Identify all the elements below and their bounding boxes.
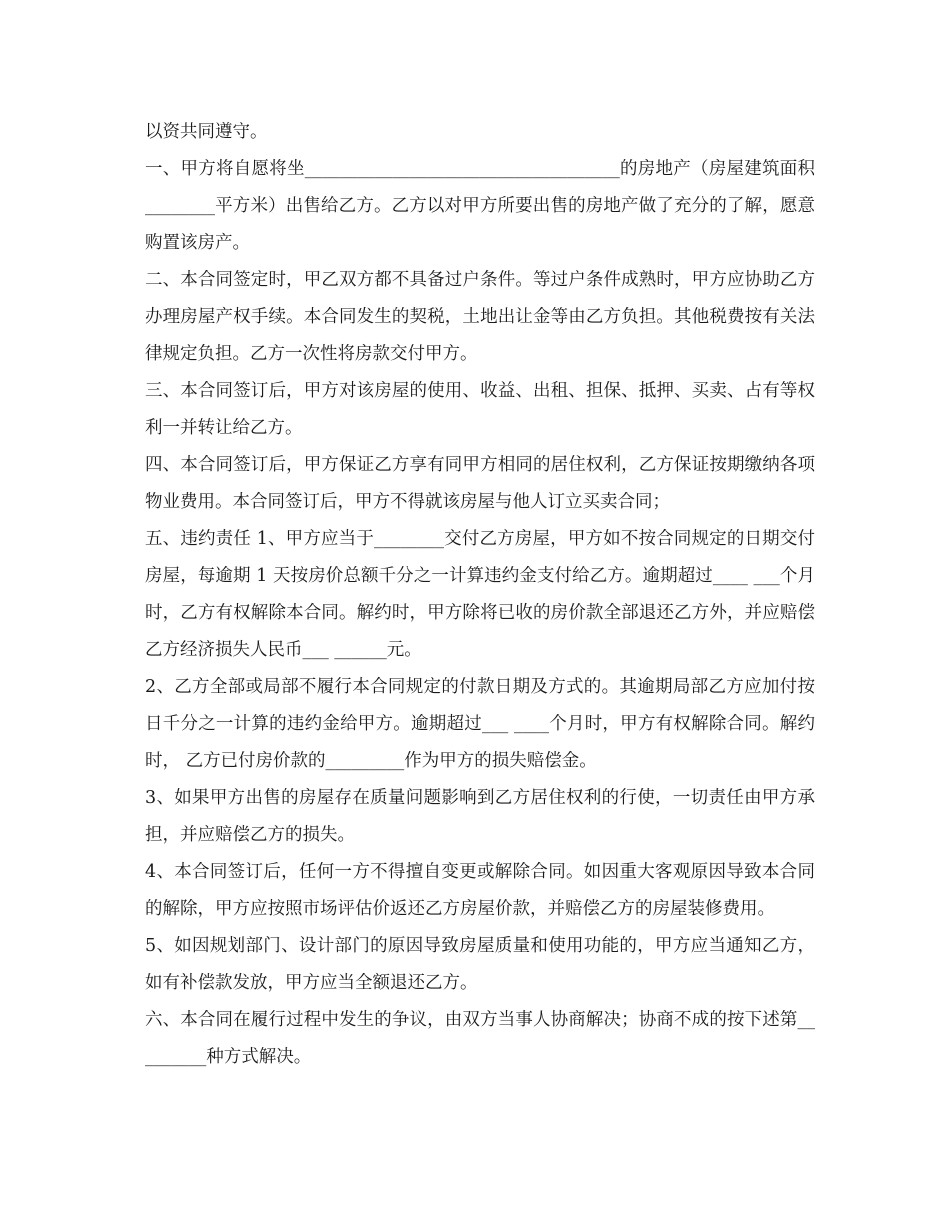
paragraph-clause-3: 三、本合同签订后，甲方对该房屋的使用、收益、出租、担保、抵押、买卖、占有等权利一并转让给乙方。 — [145, 381, 815, 438]
paragraph-clause-6: 六、本合同在履行过程中发生的争议，由双方当事人协商解决；协商不成的按下述第_________种方式解决。 — [145, 1010, 815, 1067]
paragraph-clause-1: 一、甲方将自愿将坐____________________________________的房地产（房屋建筑面积________平方米）出售给乙方。乙方以对甲方所要出售的房地产做了充分的了解，愿意购置该房产。 — [145, 159, 815, 253]
paragraph-clause-5-3: 3、如果甲方出售的房屋存在质量问题影响到乙方居住权利的行使，一切责任由甲方承担，并应赔偿乙方的损失。 — [145, 788, 815, 845]
paragraph-closing-line: 以资共同遵守。 — [145, 122, 268, 142]
paragraph-clause-5-5: 5、如因规划部门、设计部门的原因导致房屋质量和使用功能的，甲方应当通知乙方，如有补偿款发放，甲方应当全额退还乙方。 — [145, 936, 815, 993]
paragraph-clause-5-4: 4、本合同签订后，任何一方不得擅自变更或解除合同。如因重大客观原因导致本合同的解除，甲方应按照市场评估价返还乙方房屋价款，并赔偿乙方的房屋装修费用。 — [145, 862, 815, 919]
contract-body — [145, 114, 815, 1076]
paragraph-clause-2: 二、本合同签定时，甲乙双方都不具备过户条件。等过户条件成熟时，甲方应协助乙方办理房屋产权手续。本合同发生的契税，土地出让金等由乙方负担。其他税费按有关法律规定负担。乙方一次性将房款交付甲方。 — [145, 270, 815, 364]
paragraph-clause-4: 四、本合同签订后，甲方保证乙方享有同甲方相同的居住权利，乙方保证按期缴纳各项物业费用。本合同签订后，甲方不得就该房屋与他人订立买卖合同； — [145, 455, 815, 512]
paragraph-clause-5-2: 2、乙方全部或局部不履行本合同规定的付款日期及方式的。其逾期局部乙方应加付按日千分之一计算的违约金给甲方。逾期超过___ ____个月时，甲方有权解除合同。解约时， 乙方已付房价款的_________作为甲方的损失赔偿金。 — [145, 677, 815, 771]
paragraph-clause-5: 五、违约责任 1、甲方应当于________交付乙方房屋，甲方如不按合同规定的日期交付房屋，每逾期 1 天按房价总额千分之一计算违约金支付给乙方。逾期超过____ ___个月时，乙方有权解除本合同。解约时，甲方除将已收的房价款全部退还乙方外，并应赔偿乙方经济损失人民币___ ______元。 — [145, 529, 815, 660]
